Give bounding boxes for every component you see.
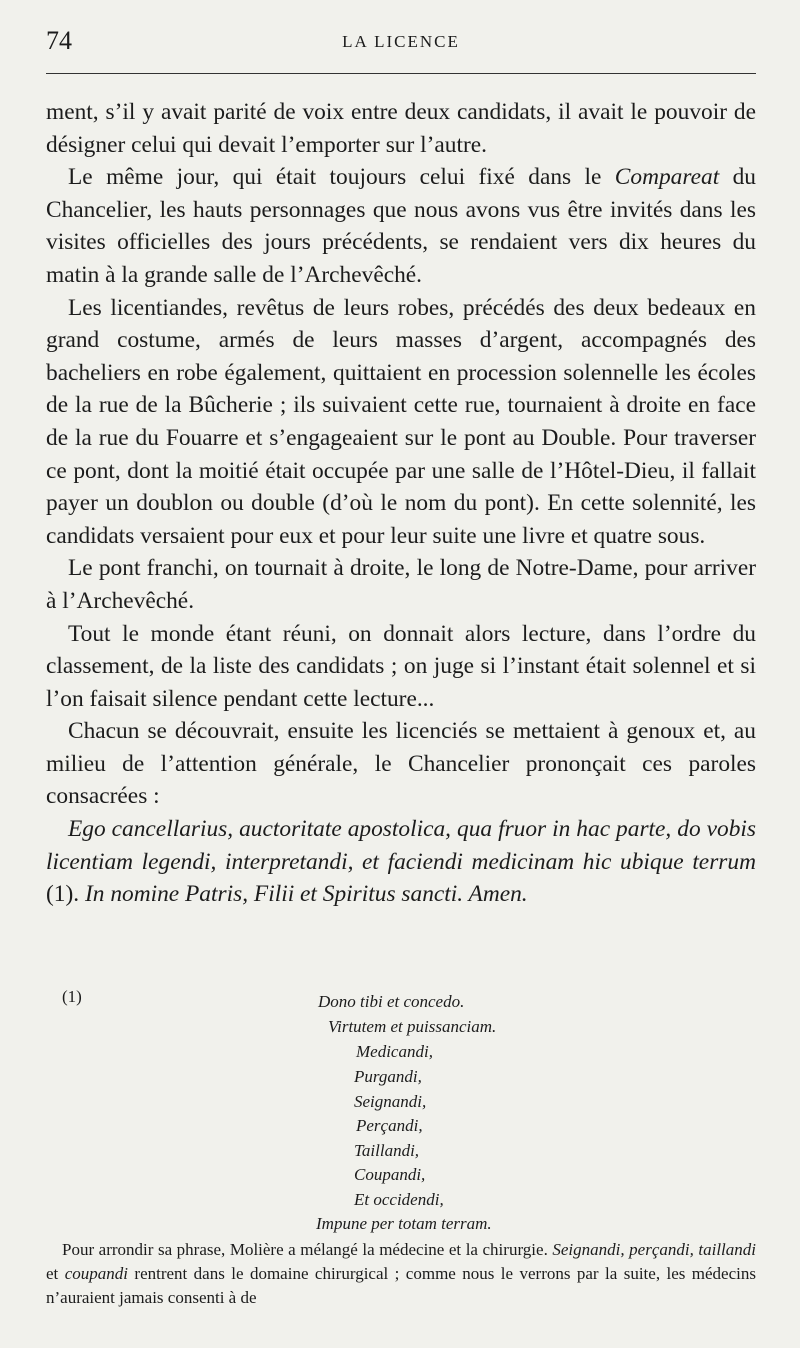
paragraph-2-text-b: du Chancelier, les hauts personnages que nous avons vus être invités dans les visites officielles des jours précédents, se rendaient vers dix heures du matin à la grande salle de l’Archevêché. [46,164,756,288]
latin-formula-b: In nomine Patris, Filii et Spiritus sancti. Amen. [84,881,528,908]
latin-formula [46,813,756,911]
footnote-prose [46,1238,756,1310]
running-title: LA LICENCE [342,32,460,51]
verse-line: Coupandi, [354,1165,426,1184]
paragraph-2-text-a: Le même jour, qui était toujours celui fixé dans le [68,164,615,191]
paragraph-2 [46,161,756,291]
paragraph-3: Les licentiandes, revêtus de leurs robes, précédés des deux bedeaux en grand costume, armés de leurs masses d’argent, accompagnés des bacheliers en robe également, quittaient en procession solennelle les écoles de la rue de la Bûcherie ; ils suivaient cette rue, tournaient à droite en face de la rue du Fouarre et s’engageaient sur le pont au Double. Pour traverser ce pont, dont la moitié était occupée par une salle de l’Hôtel-Dieu, il fallait payer un doublon ou double (d’où le nom du pont). En cette solennité, les candidats versaient pour eux et pour leur suite une livre et quatre sous. [46,294,756,549]
verse-line: Taillandi, [354,1141,420,1160]
verse-line: Dono tibi et concedo. [318,992,465,1011]
verse-line: Virtutem et puissanciam. [328,1017,497,1036]
verse-line: Purgandi, [354,1067,422,1086]
paragraph-5: Tout le monde étant réuni, on donnait alors lecture, dans l’ordre du classement, de la liste des candidats ; on juge si l’instant était solennel et si l’on faisait silence pendant cette lecture... [46,620,756,712]
latin-formula-a: Ego cancellarius, auctoritate apostolica, qua fruor in hac parte, do vobis licentiam legendi, interpretandi, et faciendi medicinam hic ubique terrum [46,816,756,875]
footnote-text-b: et [46,1264,65,1283]
verse-line: Et occidendi, [354,1190,444,1209]
footnote-italic-term: coupandi [64,1264,128,1283]
verse-line: Seignandi, [354,1092,427,1111]
footnote-text-c: rentrent dans le domaine chirurgical ; comme nous le verrons par la suite, les médecins n’auraient jamais consenti à de [46,1264,756,1307]
page-header [46,20,756,60]
paragraph-1: ment, s’il y avait parité de voix entre deux candidats, il avait le pouvoir de désigner celui qui devait l’emporter sur l’autre. [46,99,756,158]
footnote-reference: (1). [46,881,85,908]
main-text [46,96,756,911]
footnote-text-a: Pour arrondir sa phrase, Molière a mélangé la médecine et la chirurgie. [62,1240,553,1259]
verse-line: Medicandi, [356,1042,433,1061]
header-rule [46,73,756,74]
footnote-paragraph [46,1238,756,1310]
footnote-mark: (1) [62,987,82,1006]
verse-line: Perçandi, [356,1116,423,1135]
verse-line: Impune per totam terram. [316,1214,492,1233]
paragraph-4: Le pont franchi, on tournait à droite, le long de Notre-Dame, pour arriver à l’Archevêché. [46,555,756,614]
paragraph-6: Chacun se découvrait, ensuite les licenciés se mettaient à genoux et, au milieu de l’attention générale, le Chancelier prononçait ces paroles consacrées : [46,718,756,810]
footnote-italic-terms: Seignandi, perçandi, taillandi [552,1240,757,1259]
page-number: 74 [46,26,72,55]
compareat-term: Compareat [614,164,720,191]
